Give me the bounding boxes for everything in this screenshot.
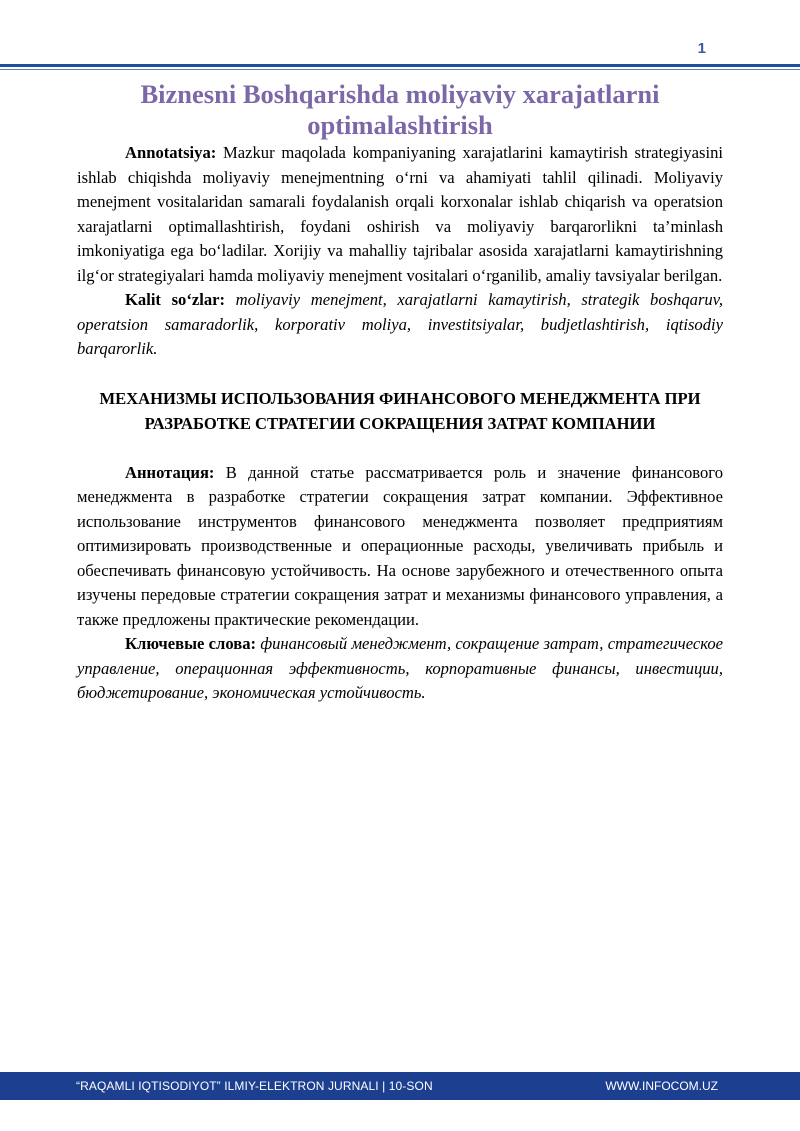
- article-content: [77, 79, 723, 706]
- page-number: 1: [697, 40, 706, 57]
- keywords-text-uz: moliyaviy menejment, xarajatlarni kamaytirish, strategik boshqaruv, operatsion samaradorlik, korporativ moliya, investitsiyalar, budjetlashtirish, iqtisodiy barqarorlik.: [77, 290, 723, 358]
- footer-journal-name: “RAQAMLI IQTISODIYOT” ILMIY-ELEKTRON JURNALI | 10-SON: [76, 1079, 433, 1093]
- abstract-text-ru: В данной статье рассматривается роль и значение финансового менеджмента в разработке стратегии сокращения затрат компании. Эффективное использование инструментов финансового менеджмента позволяет предприятиям оптимизировать производственные и операционные расходы, увеличивать прибыль и обеспечивать финансовую устойчивость. На основе зарубежного и отечественного опыта изучены передовые стратегии сокращения затрат и механизмы финансового управления, а также предложены практические рекомендации.: [77, 462, 723, 629]
- keywords-ru: [77, 632, 723, 706]
- abstract-ru: [77, 461, 723, 633]
- keywords-label-ru: Ключевые слова:: [125, 634, 257, 653]
- footer-website: WWW.INFOCOM.UZ: [605, 1079, 718, 1093]
- keywords-uz: [77, 288, 723, 362]
- abstract-label-ru: Аннотация:: [125, 462, 215, 482]
- header-rule: [0, 64, 800, 70]
- article-title-uz: Biznesni Boshqarishda moliyaviy xarajatlarni optimalashtirish: [140, 79, 660, 140]
- abstract-label-uz: Annotatsiya:: [125, 143, 217, 162]
- footer-bar: [0, 1072, 800, 1100]
- abstract-uz: [77, 141, 723, 288]
- article-title-ru: МЕХАНИЗМЫ ИСПОЛЬЗОВАНИЯ ФИНАНСОВОГО МЕНЕДЖМЕНТА ПРИ РАЗРАБОТКЕ СТРАТЕГИИ СОКРАЩЕНИЯ ЗАТРАТ КОМПАНИИ: [99, 388, 701, 433]
- keywords-label-uz: Kalit so‘zlar:: [125, 290, 226, 309]
- russian-abstract-block: [77, 461, 723, 706]
- keywords-text-ru: финансовый менеджмент, сокращение затрат, стратегическое управление, операционная эффективность, корпоративные финансы, инвестиции, бюджетирование, экономическая устойчивость.: [77, 634, 723, 702]
- abstract-text-uz: Mazkur maqolada kompaniyaning xarajatlarini kamaytirish strategiyasini ishlab chiqishda moliyaviy menejmentning o‘rni va ahamiyati tahlil qilinadi. Moliyaviy menejment vositalaridan samarali foydalanish orqali korxonalar ishlab chiqarish va operatsion xarajatlarni optimallashtirish, foydani oshirish va moliyaviy barqarorlikni ta’minlash imkoniyatiga ega bo‘ladilar. Xorijiy va mahalliy tajribalar asosida xarajatlarni kamaytirishning ilg‘or strategiyalari hamda moliyaviy menejment vositalari o‘rganilib, amaliy tavsiyalar berilgan.: [77, 143, 723, 285]
